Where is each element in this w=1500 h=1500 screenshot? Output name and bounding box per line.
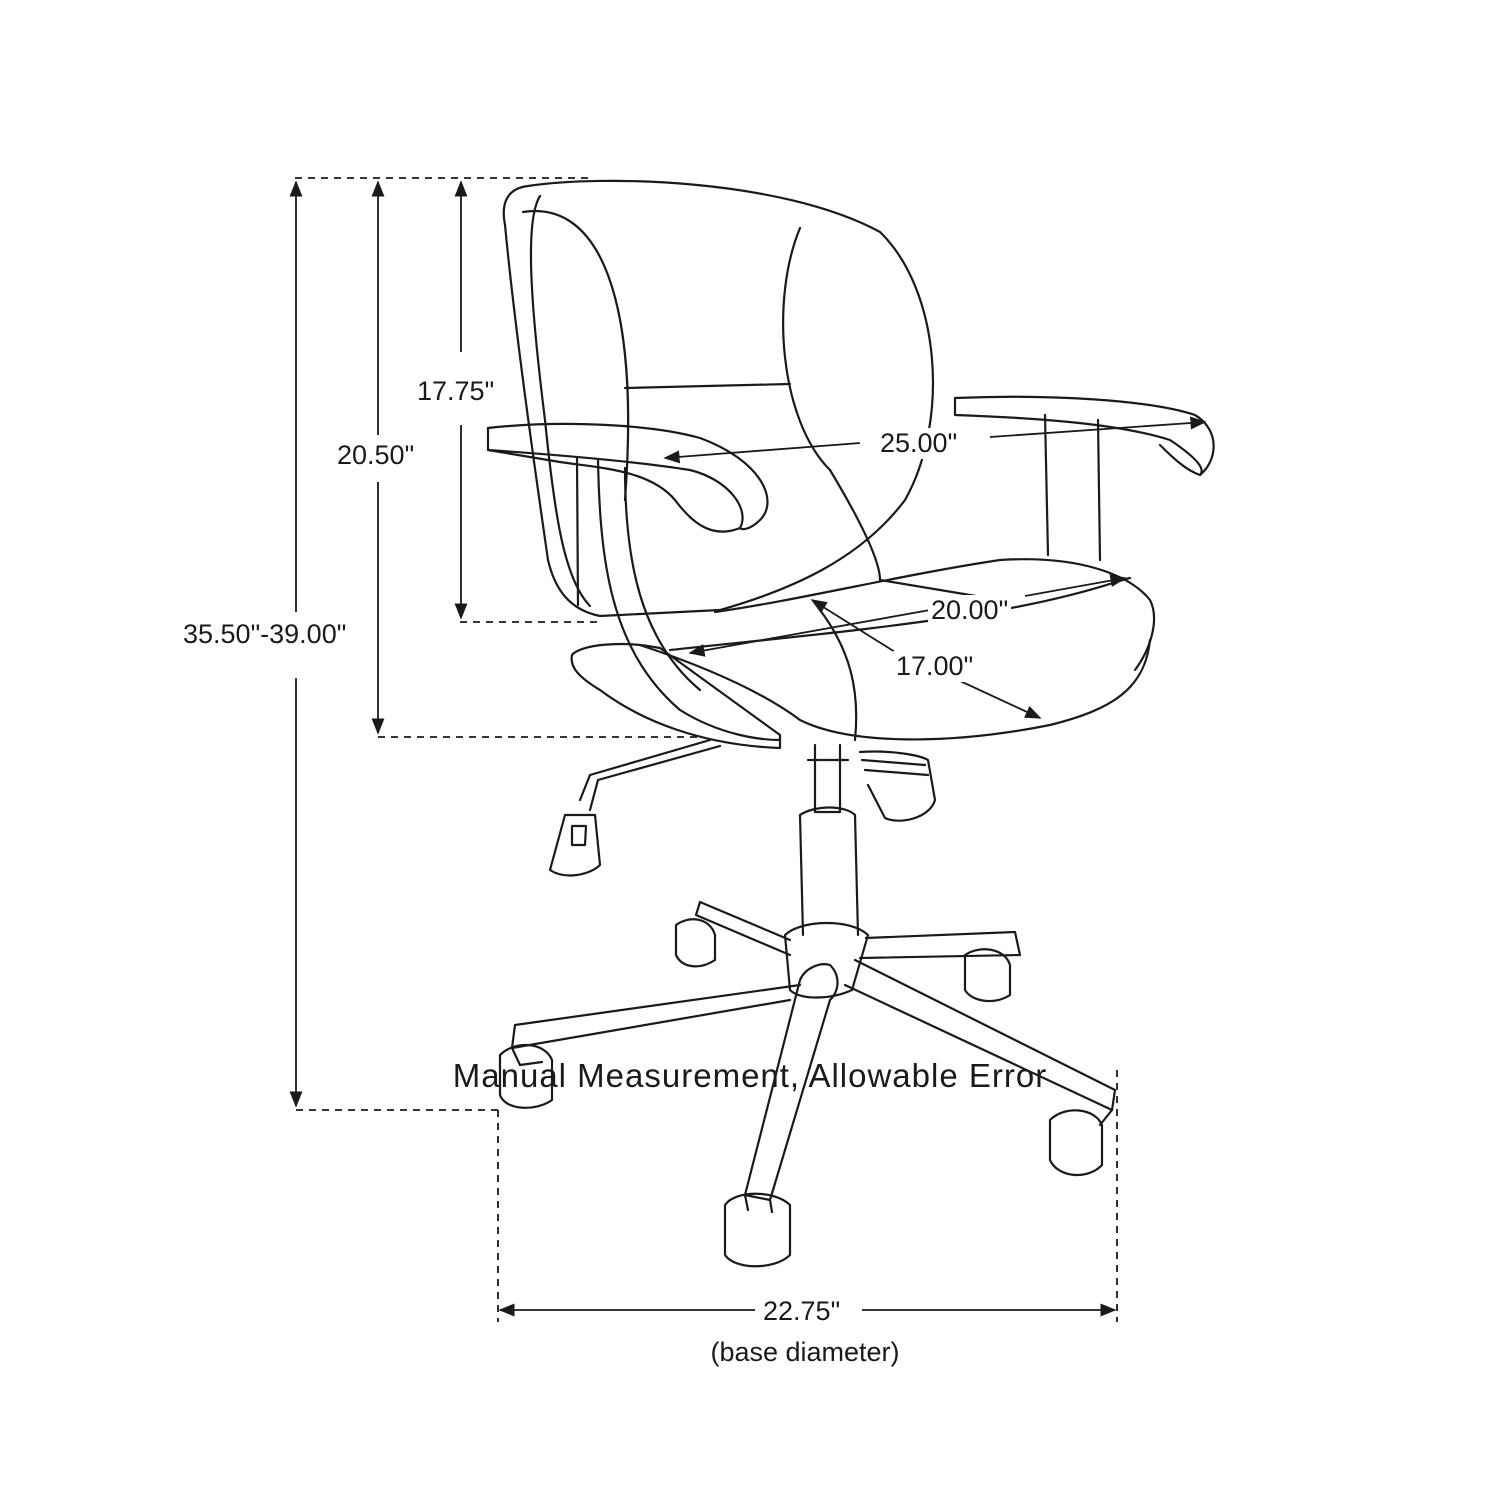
base-diameter-note: (base diameter) xyxy=(710,1337,900,1367)
back-height-label: 17.75" xyxy=(414,376,497,407)
seat-height-label: 20.50" xyxy=(334,440,417,471)
chair-illustration xyxy=(488,181,1214,1266)
dimension-lines xyxy=(295,178,1205,1322)
overall-width-label: 25.00" xyxy=(877,428,960,459)
overall-height-label: 35.50"-39.00" xyxy=(180,619,349,650)
base-diameter-label: 22.75" xyxy=(760,1296,843,1327)
footer-note: Manual Measurement, Allowable Error xyxy=(452,1057,1048,1094)
seat-width-label: 20.00" xyxy=(928,595,1011,626)
seat-depth-label: 17.00" xyxy=(893,651,976,682)
